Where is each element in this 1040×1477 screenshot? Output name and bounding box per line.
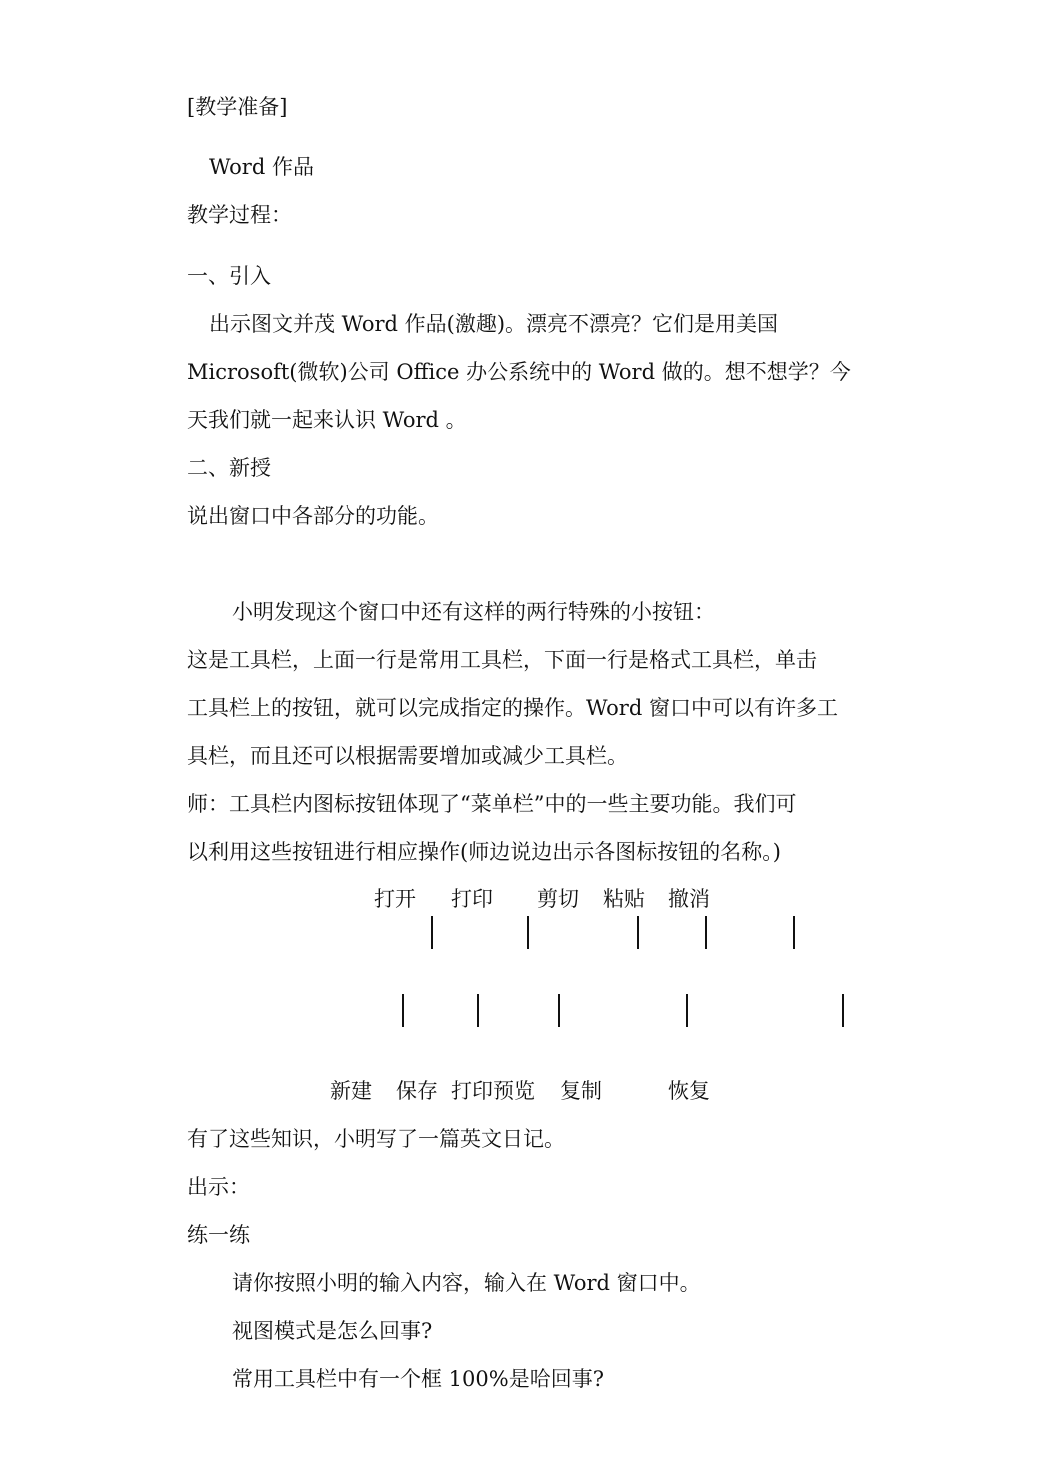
intro-line: 出示图文并茂 Word 作品(激趣)。漂亮不漂亮？它们是用美国 <box>209 312 779 336</box>
process-heading: 教学过程： <box>187 203 292 227</box>
function-line: 说出窗口中各部分的功能。 <box>187 504 439 528</box>
found-line: 小明发现这个窗口中还有这样的两行特殊的小按钮： <box>232 600 715 624</box>
intro-line: Microsoft(微软)公司 Office 办公系统中的 Word 做的。想不想学？今 <box>187 360 851 384</box>
knowledge-line: 有了这些知识，小明写了一篇英文日记。 <box>187 1127 565 1151</box>
prep-item: Word 作品 <box>209 155 314 179</box>
toolbar-line: 这是工具栏，上面一行是常用工具栏，下面一行是格式工具栏，单击 <box>187 648 817 672</box>
pointer-line <box>686 994 688 1027</box>
show-line: 出示： <box>187 1175 250 1199</box>
intro-line: 天我们就一起来认识 Word 。 <box>187 408 467 432</box>
practice-item: 常用工具栏中有一个框 100%是哈回事? <box>232 1367 604 1391</box>
pointer-line <box>558 994 560 1027</box>
practice-item: 请你按照小明的输入内容，输入在 Word 窗口中。 <box>232 1271 701 1295</box>
section-heading-new: 二、新授 <box>187 456 271 480</box>
label-print-preview: 打印预览 <box>451 1079 535 1103</box>
pointer-line <box>402 994 404 1027</box>
label-new: 新建 <box>330 1079 372 1103</box>
teacher-line: 师：工具栏内图标按钮体现了“菜单栏”中的一些主要功能。我们可 <box>187 792 797 816</box>
teacher-line: 以利用这些按钮进行相应操作(师边说边出示各图标按钮的名称。) <box>187 840 781 864</box>
label-undo: 撤消 <box>668 887 710 911</box>
label-save: 保存 <box>396 1079 438 1103</box>
toolbar-line: 具栏，而且还可以根据需要增加或减少工具栏。 <box>187 744 628 768</box>
toolbar-line: 工具栏上的按钮，就可以完成指定的操作。Word 窗口中可以有许多工 <box>187 696 838 720</box>
label-paste: 粘贴 <box>603 887 645 911</box>
pointer-line <box>527 916 529 949</box>
label-copy: 复制 <box>560 1079 602 1103</box>
pointer-line <box>431 916 433 949</box>
label-cut: 剪切 <box>537 887 579 911</box>
pointer-line <box>842 994 844 1027</box>
practice-heading: 练一练 <box>187 1223 250 1247</box>
pointer-line <box>637 916 639 949</box>
pointer-line <box>705 916 707 949</box>
label-print: 打印 <box>451 887 493 911</box>
section-heading-intro: 一、引入 <box>187 264 271 288</box>
label-open: 打开 <box>374 887 416 911</box>
label-redo: 恢复 <box>668 1079 710 1103</box>
pointer-line <box>477 994 479 1027</box>
practice-item: 视图模式是怎么回事? <box>232 1319 433 1343</box>
prep-heading: [教学准备] <box>187 95 288 119</box>
pointer-line <box>793 916 795 949</box>
